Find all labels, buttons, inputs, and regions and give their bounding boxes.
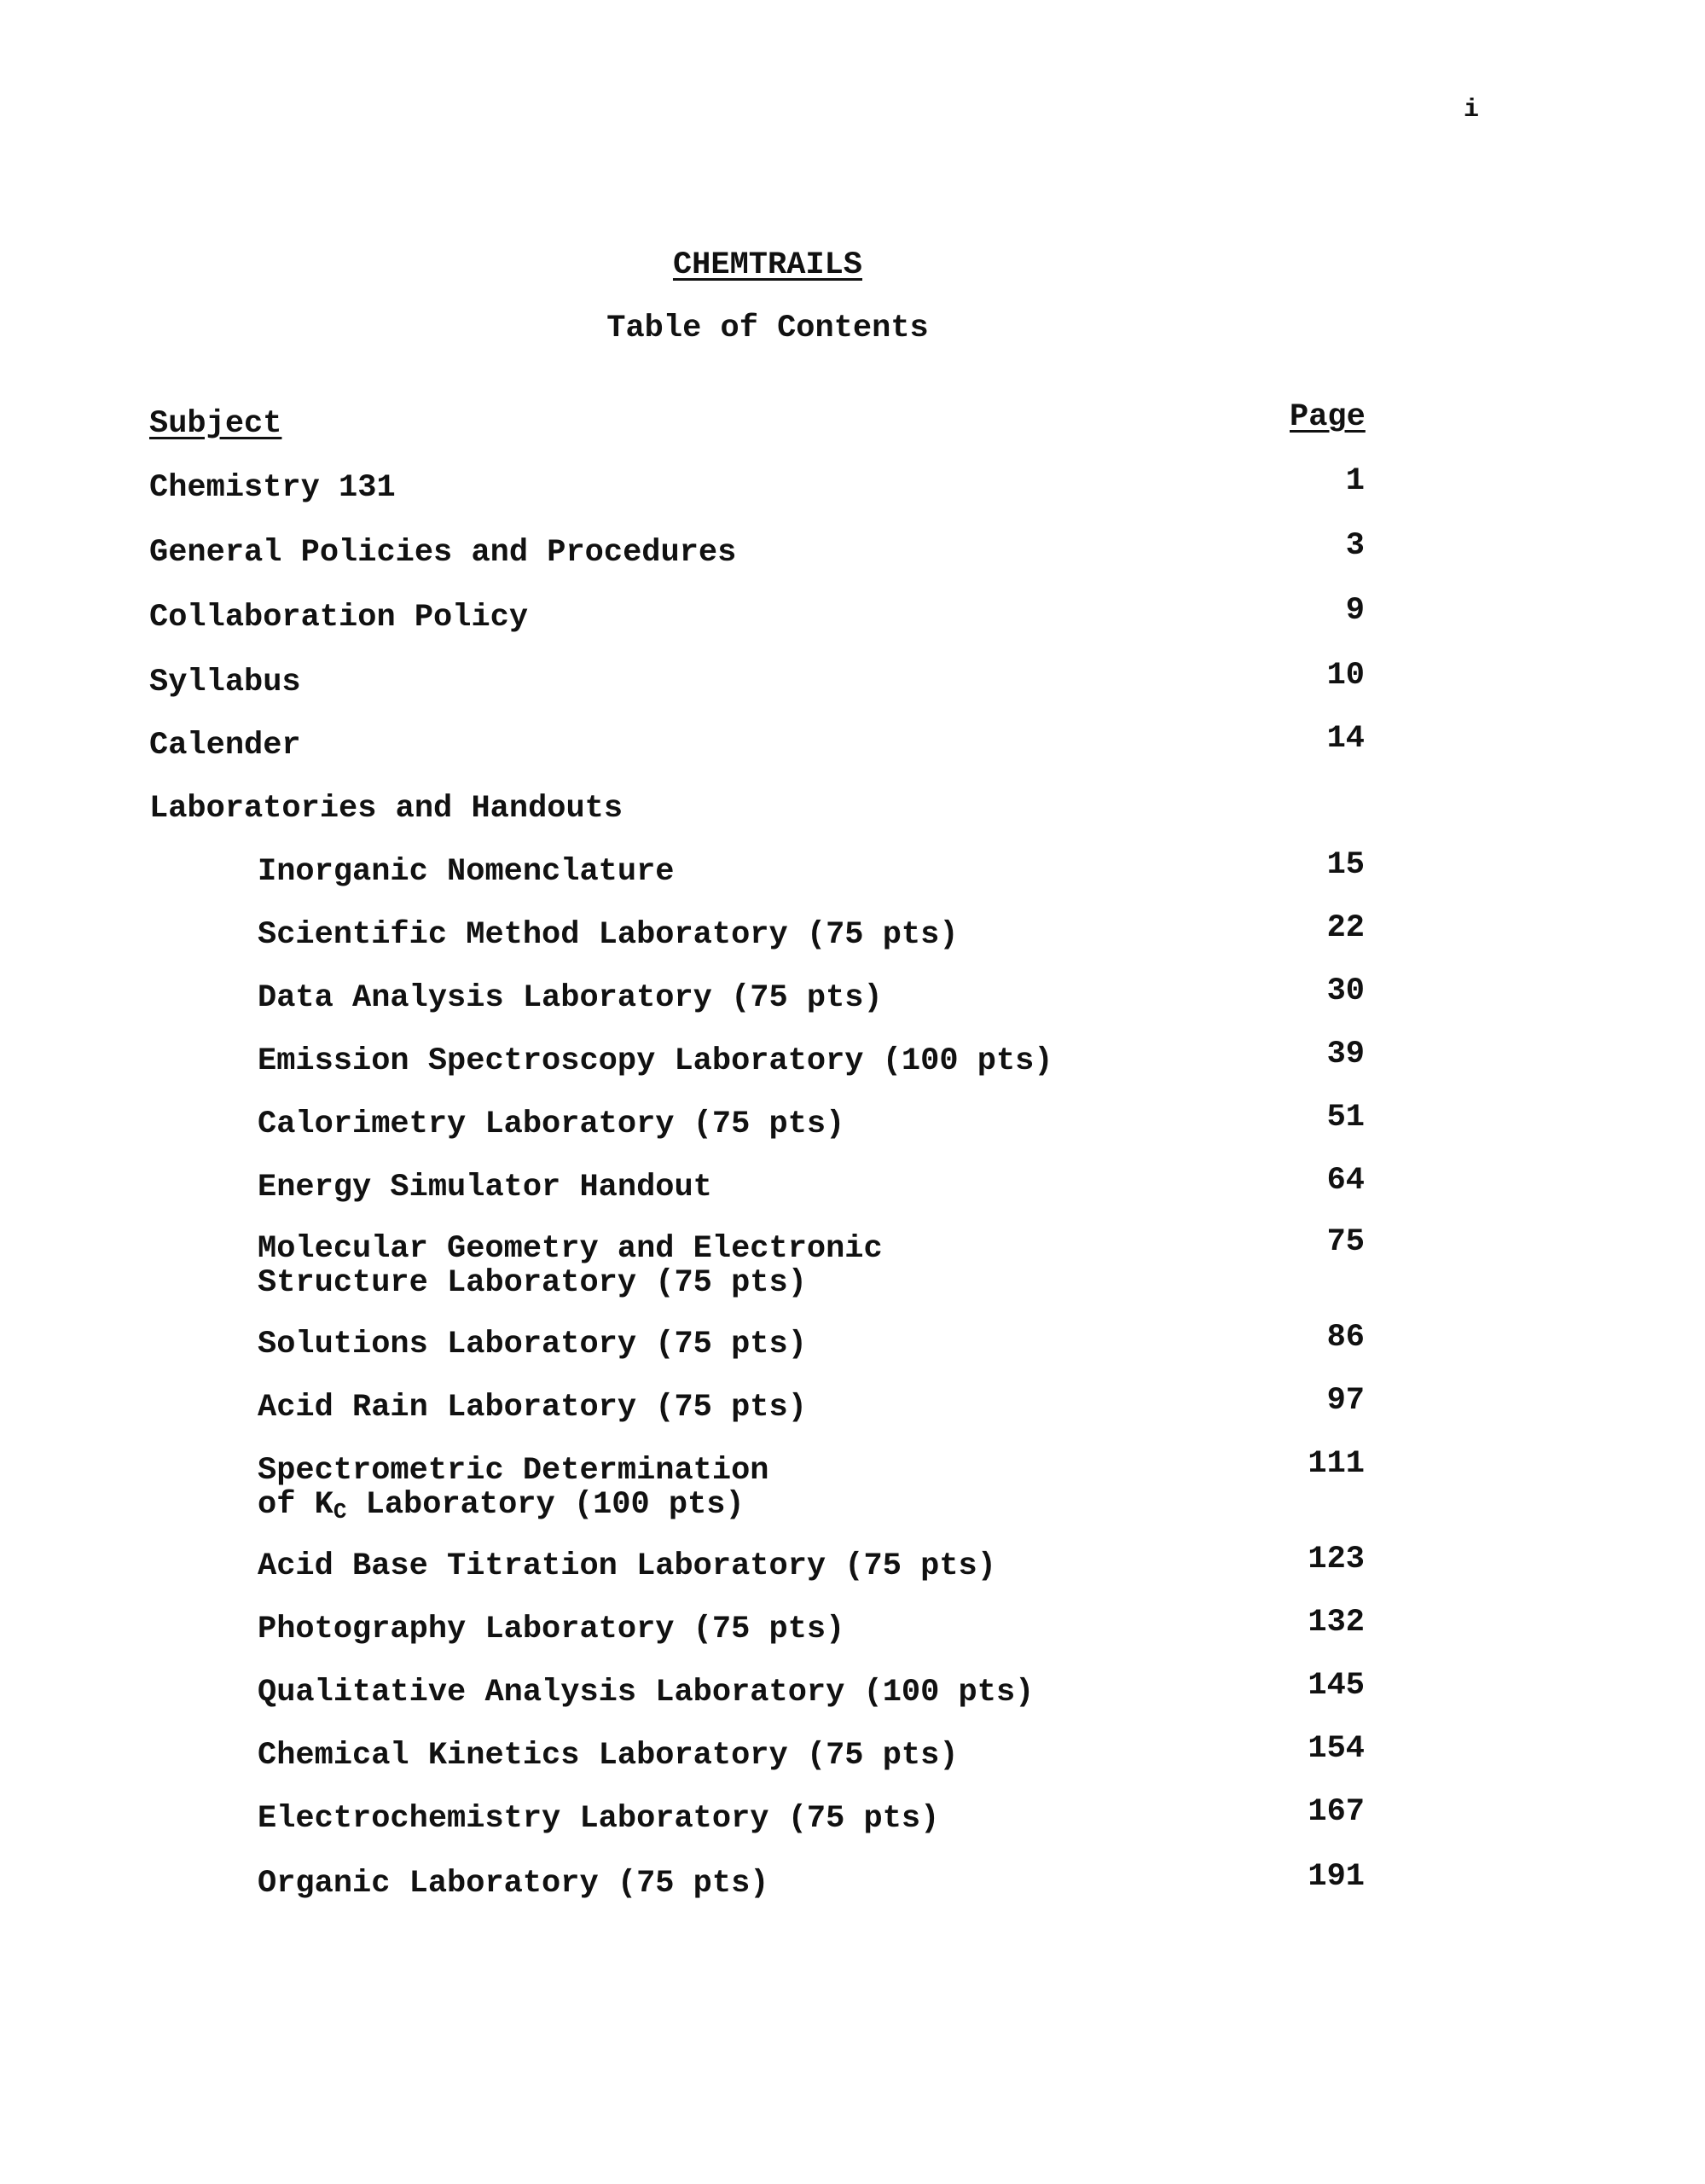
toc-entry-label: Solutions Laboratory (75 pts)	[258, 1327, 807, 1362]
toc-entry-label: Emission Spectroscopy Laboratory (100 pts)	[258, 1043, 1053, 1079]
document-subtitle: Table of Contents	[606, 311, 929, 346]
toc-entry-label: Calorimetry Laboratory (75 pts)	[258, 1107, 845, 1142]
toc-entry-page: 75	[1326, 1224, 1365, 1260]
toc-entry-page: 86	[1326, 1320, 1365, 1356]
page-column-header: Page	[1290, 399, 1366, 435]
toc-entry-page: 167	[1308, 1794, 1365, 1830]
toc-entry-page: 132	[1308, 1605, 1365, 1641]
toc-entry-label: Inorganic Nomenclature	[258, 854, 675, 890]
toc-entry-label: General Policies and Procedures	[149, 535, 737, 571]
toc-entry-page: 9	[1345, 593, 1365, 629]
toc-entry-label: Qualitative Analysis Laboratory (100 pts)	[258, 1675, 1035, 1711]
toc-entry-page: 39	[1326, 1037, 1365, 1072]
toc-entry-page: 97	[1326, 1383, 1365, 1419]
toc-entry-page: 64	[1326, 1163, 1365, 1199]
toc-entry-label: Acid Rain Laboratory (75 pts)	[258, 1390, 807, 1426]
toc-entry-label-line2: Structure Laboratory (75 pts)	[258, 1265, 807, 1301]
toc-entry-label: Acid Base Titration Laboratory (75 pts)	[258, 1548, 996, 1584]
toc-entry-label: Spectrometric Determination	[258, 1453, 769, 1489]
document-title: CHEMTRAILS	[672, 247, 863, 283]
subject-column-header: Subject	[149, 406, 282, 442]
toc-entry-page: 111	[1308, 1446, 1365, 1482]
toc-entry-label: Scientific Method Laboratory (75 pts)	[258, 917, 959, 953]
toc-entry-page: 123	[1308, 1542, 1365, 1577]
toc-entry-label: Laboratories and Handouts	[149, 791, 623, 827]
toc-entry-label: Data Analysis Laboratory (75 pts)	[258, 980, 883, 1016]
toc-entry-label: Organic Laboratory (75 pts)	[258, 1866, 769, 1902]
toc-entry-label: Electrochemistry Laboratory (75 pts)	[258, 1801, 940, 1837]
toc-entry-page: 15	[1326, 847, 1365, 883]
toc-entry-page: 51	[1326, 1100, 1365, 1136]
toc-entry-page: 145	[1308, 1668, 1365, 1704]
toc-entry-page: 191	[1308, 1859, 1365, 1895]
page-number: i	[1464, 96, 1480, 125]
toc-entry-label: Chemical Kinetics Laboratory (75 pts)	[258, 1738, 959, 1774]
toc-entry-page: 30	[1326, 973, 1365, 1009]
toc-entry-page: 10	[1326, 658, 1365, 694]
toc-entry-page: 154	[1308, 1731, 1365, 1767]
toc-entry-page: 22	[1326, 910, 1365, 946]
toc-entry-label-line2: of $K_C$ Laboratory (100 pts)	[258, 1487, 745, 1525]
toc-entry-label: Collaboration Policy	[149, 600, 529, 636]
toc-entry-label: Syllabus	[149, 665, 301, 700]
toc-entry-label: Energy Simulator Handout	[258, 1170, 712, 1205]
toc-entry-label: Photography Laboratory (75 pts)	[258, 1612, 845, 1647]
toc-entry-label: Calender	[149, 728, 301, 764]
toc-entry-page: 14	[1326, 721, 1365, 757]
toc-entry-label: Molecular Geometry and Electronic	[258, 1231, 883, 1267]
toc-entry-page: 1	[1345, 463, 1365, 499]
toc-entry-page: 3	[1345, 528, 1365, 564]
toc-entry-label: Chemistry 131	[149, 470, 396, 506]
